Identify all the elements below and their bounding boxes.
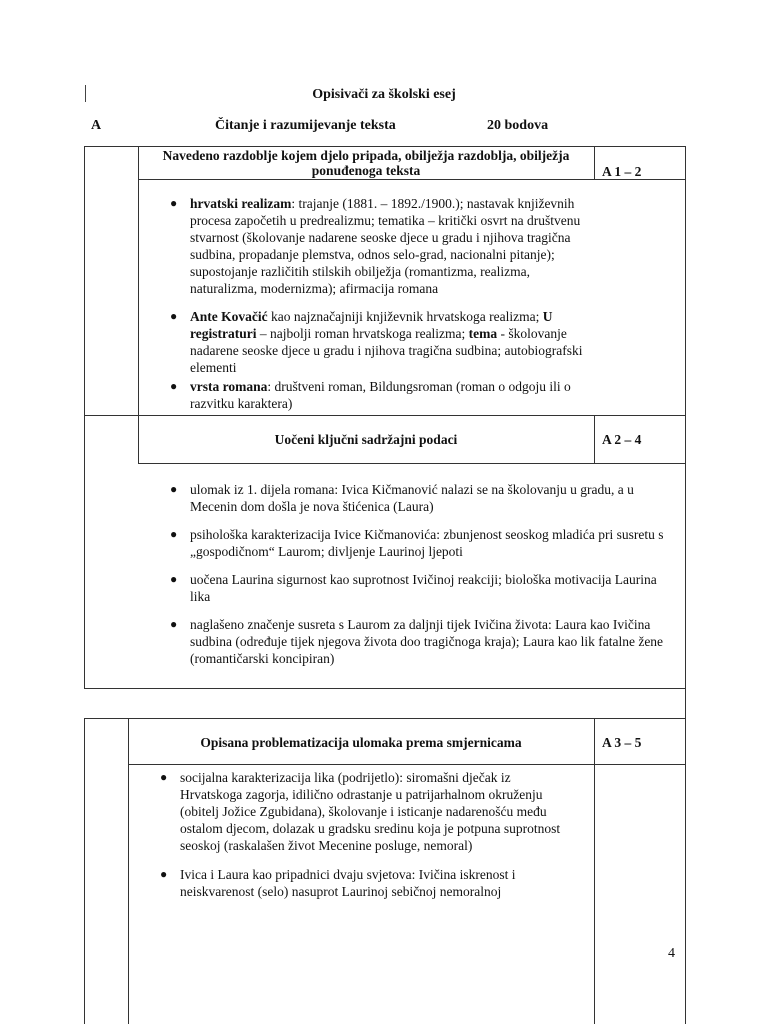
- list-item: ● ulomak iz 1. dijela romana: Ivica Kičmanović nalazi se na školovanju u gradu, a u Mecenin dom došla je nova štićenica (Laura): [170, 482, 634, 514]
- table3-code: A 3 – 5: [602, 735, 642, 750]
- table1-header: Navedeno razdoblje kojem djelo pripada, obilježja razdoblja, obilježja ponuđenoga teksta: [162, 148, 570, 178]
- list-item: ● uočena Laurina sigurnost kao suprotnost Ivičinoj reakciji; biološka motivacija Laurina lika: [170, 572, 657, 604]
- table-col-divider: [594, 718, 595, 1024]
- page-number: 4: [668, 946, 675, 961]
- table-border-left: [84, 718, 85, 1024]
- table3-list: [158, 769, 574, 900]
- bullet-icon: ●: [160, 867, 168, 881]
- table2-header: Uočeni ključni sadržajni podaci: [274, 432, 458, 447]
- table2-list: [168, 481, 680, 667]
- section-points: 20 bodova: [487, 118, 549, 133]
- list-item: ● psihološka karakterizacija Ivice Kičmanovića: zbunjenost seoskog mladića pri susretu s „gospodičnom“ Laurom; divljenje Laurinoj ljepoti: [170, 527, 664, 559]
- table-col-divider: [594, 415, 595, 464]
- table2-code: A 2 – 4: [602, 432, 642, 447]
- table-col-divider: [138, 415, 139, 464]
- list-item: ● socijalna karakterizacija lika (podrijetlo): siromašni dječak iz Hrvatskoga zagorja, idilično odrastanje u patrijarhalnom okruženju (obitelj Jožice Zgubidana), školovanje i isticanje nadarenošću među ostalom djecom, dolazak u gradsku sredinu koja je potpuna suprotnost seoskoj (raskalašen život Mecenine posluge, nemoral): [160, 770, 561, 853]
- table-rule: [128, 764, 685, 765]
- table3-header: Opisana problematizacija ulomaka prema smjernicama: [200, 735, 522, 750]
- table-rule: [84, 688, 685, 689]
- section-title: Čitanje i razumijevanje teksta: [215, 118, 396, 133]
- bullet-icon: ●: [170, 482, 178, 496]
- bullet-icon: ●: [170, 309, 178, 323]
- list-item: ● vrsta romana: društveni roman, Bildungsroman (roman o odgoju ili o razvitku karaktera): [170, 379, 571, 411]
- table-col-divider: [128, 718, 129, 1024]
- list-item: ● naglašeno značenje susreta s Laurom za daljnji tijek Ivičina života: Laura kao Ivičina sudbina (određuje tijek njegova života doo tragičnoga kraja); Laura kao lik fatalne žene (romantičarski koncipiran): [170, 617, 664, 666]
- list-item: ● Ivica i Laura kao pripadnici dvaju svjetova: Ivičina iskrenost i neiskvarenost (selo) nasuprot Laurinoj sebičnoj nemoralnoj: [160, 867, 516, 899]
- list-item: ● Ante Kovačić kao najznačajniji književnik hrvatskoga realizma; U registraturi – najbolji roman hrvatskoga realizma; tema - školovanje nadarene seoske djece u gradu i njihova tragična sudbina; autobiografski elementi: [170, 309, 583, 375]
- table-rule: [138, 463, 685, 464]
- table-border-left: [84, 146, 85, 688]
- table1-code: A 1 – 2: [602, 164, 642, 179]
- bullet-icon: ●: [170, 379, 178, 393]
- table1-list: [168, 195, 588, 412]
- section-letter: A: [91, 118, 102, 133]
- table-border-right: [685, 718, 686, 1024]
- page-title: Opisivači za školski esej: [312, 87, 456, 102]
- list-item: ● hrvatski realizam: trajanje (1881. – 1892./1900.); nastavak književnih procesa započetih u predrealizmu; tematika – kritički osvrt na društvenu stvarnost (školovanje nadarene seoske djece u gradu i njihova tragična sudbina, propadanje plemstva, odnos selo-grad, nacionalni pitanje); supostojanje različitih stilskih obilježja (romantizma, realizma, naturalizma, modernizma); afirmacija romana: [170, 196, 581, 296]
- table-col-divider: [594, 146, 595, 180]
- bullet-icon: ●: [170, 572, 178, 586]
- bullet-icon: ●: [160, 770, 168, 784]
- bullet-icon: ●: [170, 527, 178, 541]
- table-border-right: [685, 146, 686, 718]
- bullet-icon: ●: [170, 617, 178, 631]
- bullet-icon: ●: [170, 196, 178, 210]
